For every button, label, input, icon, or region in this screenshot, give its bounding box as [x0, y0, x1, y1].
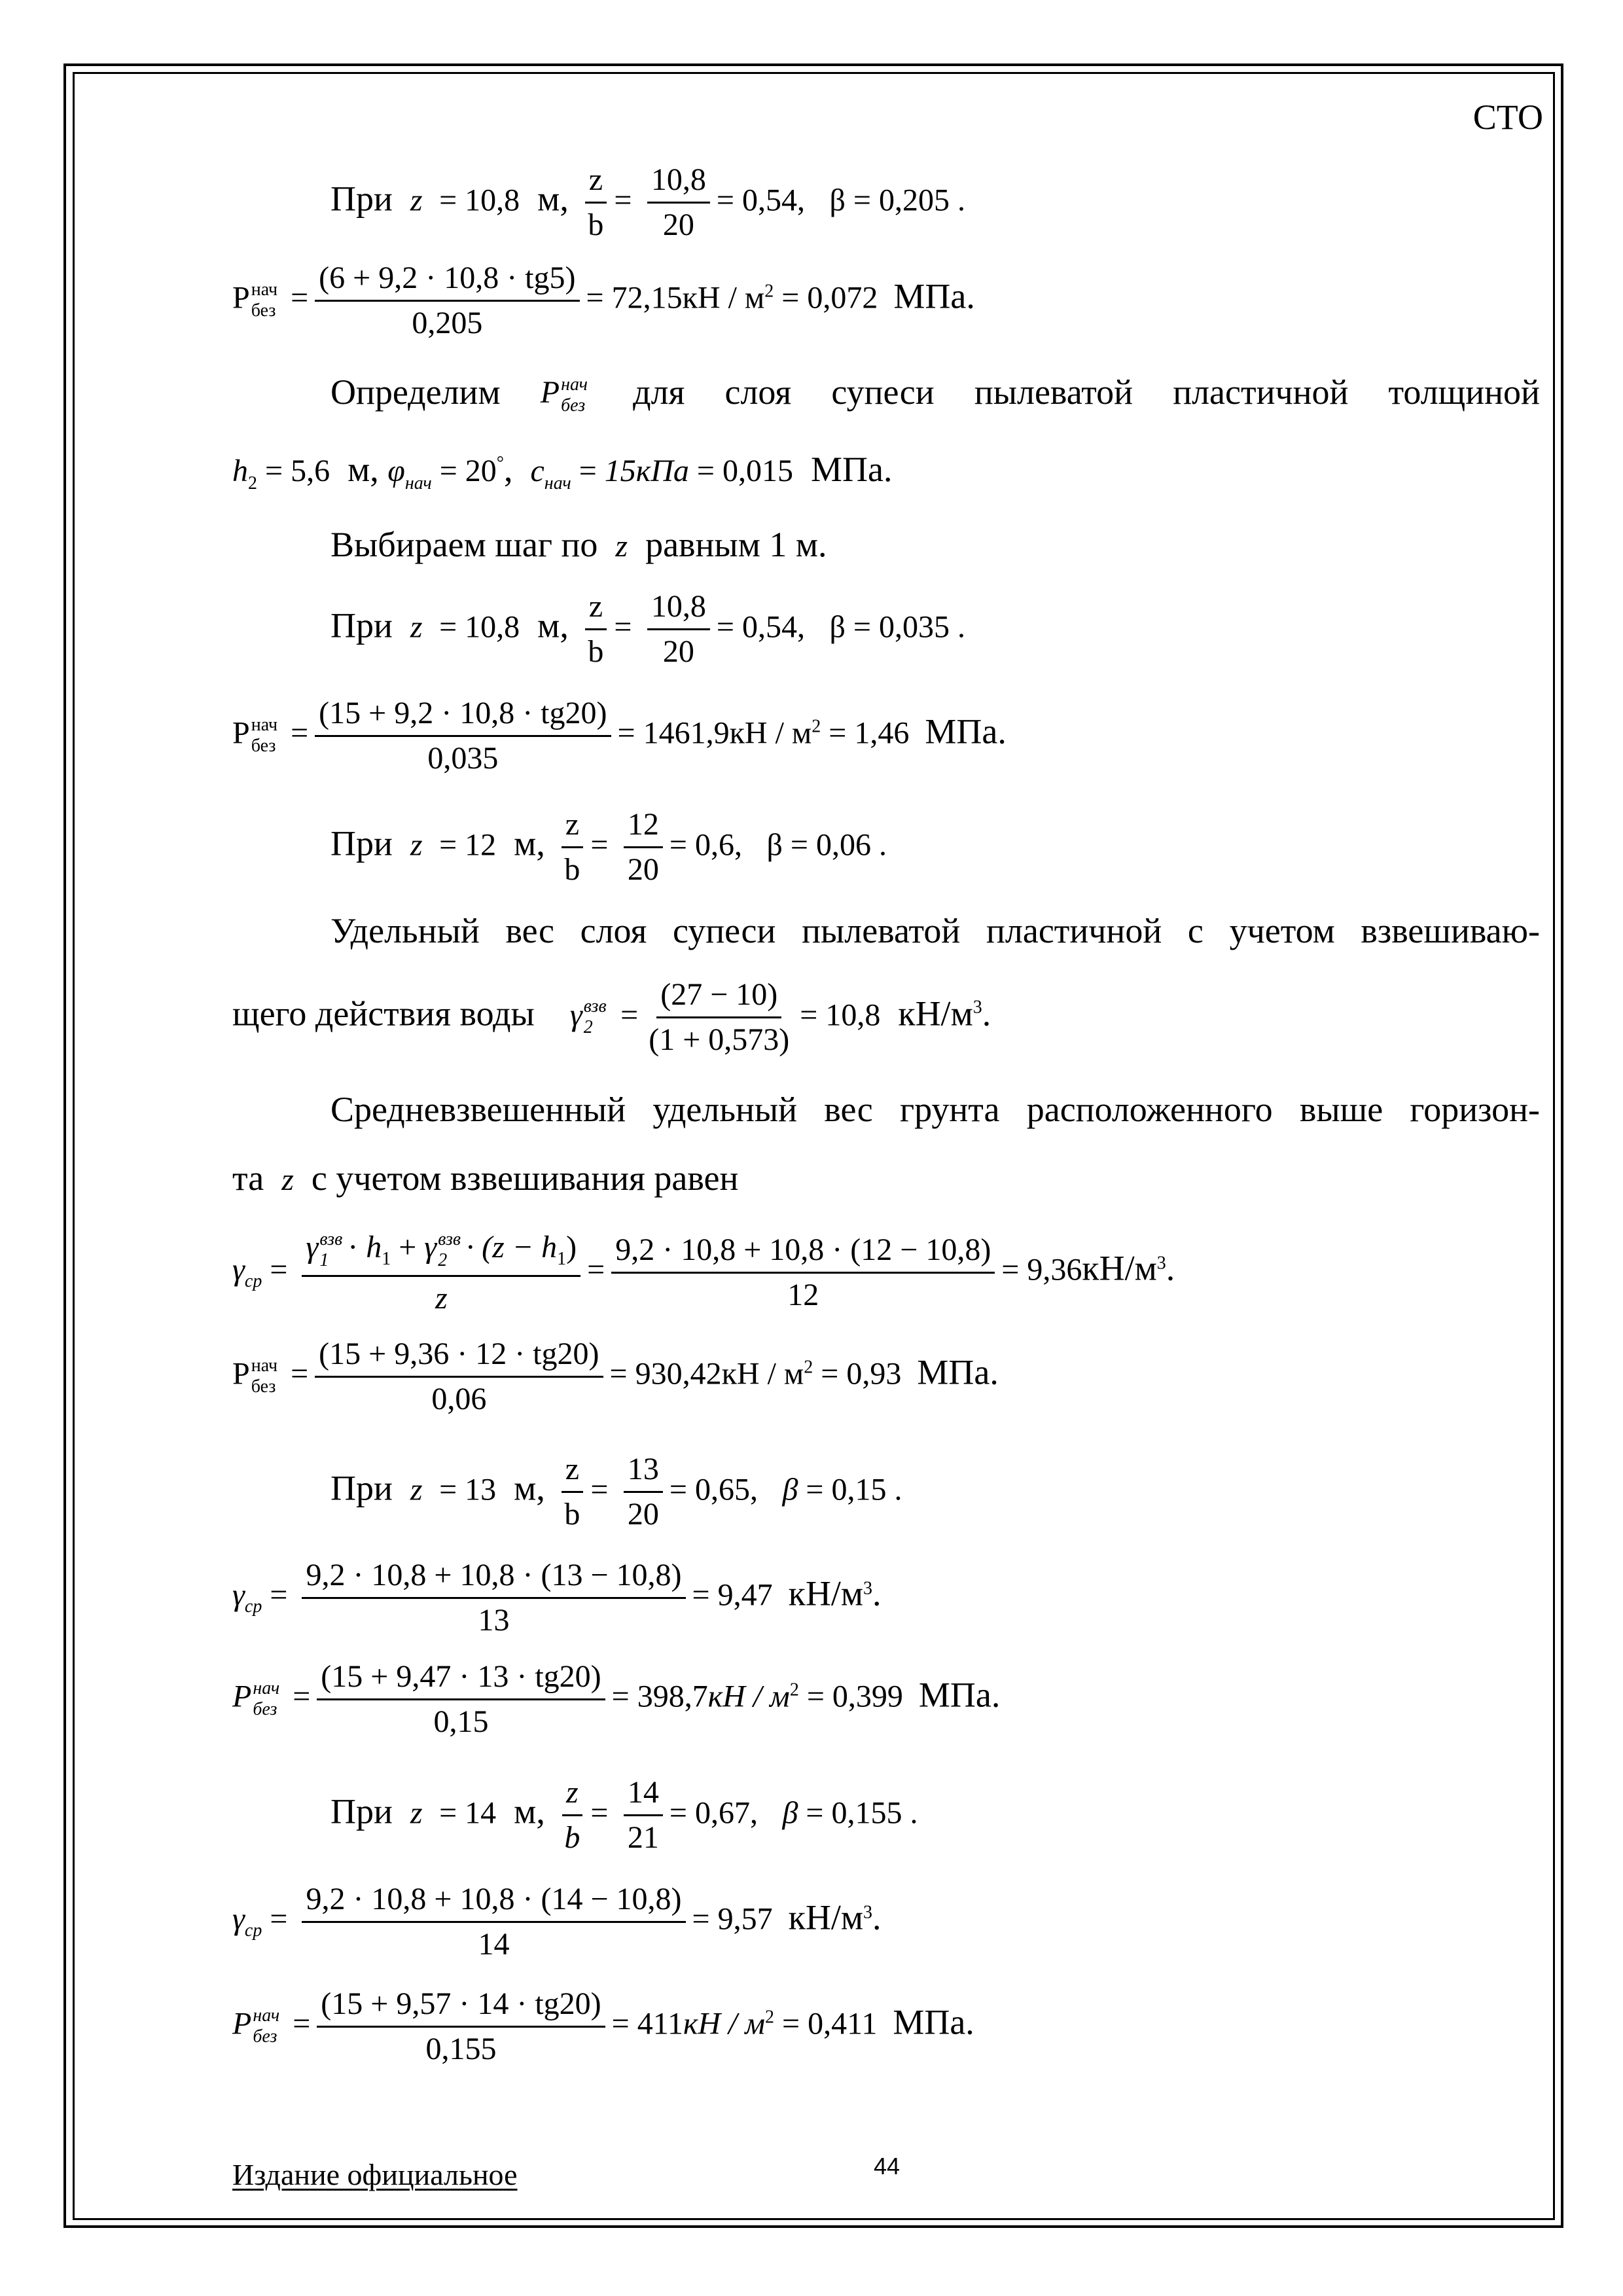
- math-token: без: [253, 2026, 277, 2047]
- math-token: пылеватой: [974, 372, 1133, 412]
- math-token: Средневзвешенный: [330, 1090, 626, 1129]
- math-token: 0,15: [831, 1472, 887, 1507]
- math-token: · (z − h: [466, 1230, 558, 1265]
- math-token: 2: [765, 2007, 775, 2028]
- condition-line: При z = 13 м, $\frac{z}{b}$ = $\frac{13}{20}$ = 0,65, β = 0,15 .: [330, 1452, 902, 1532]
- math-token: ,: [734, 827, 742, 863]
- math-token: 2: [804, 1357, 813, 1378]
- math-token: кН/м: [898, 994, 973, 1033]
- math-token: β: [782, 1472, 798, 1507]
- math-token: 14: [624, 1775, 663, 1816]
- math-token: h: [232, 454, 248, 488]
- math-token: взв: [319, 1229, 343, 1249]
- math-token: пылеватой: [802, 911, 961, 950]
- math-token: без: [561, 395, 586, 416]
- math-token: (15 + 9,36 · 12 · tg20): [315, 1336, 603, 1378]
- footer-edition: Издание официальное: [232, 2158, 518, 2191]
- math-token: ,: [750, 1795, 758, 1831]
- math-token: кН / м: [707, 1679, 790, 1714]
- math-token: кН/м: [788, 1897, 864, 1937]
- math-token: 930,42: [635, 1356, 722, 1391]
- math-token: с: [1187, 911, 1204, 950]
- parameters-line: $h_2 = 5,6$ м, $\varphi_{нач} = 20^\circ$, $c_{нач} = 15кПа = 0,015$ МПа.: [232, 450, 893, 493]
- math-token: z: [615, 529, 628, 564]
- math-token: γ: [424, 1230, 437, 1265]
- math-token: P: [540, 375, 560, 410]
- math-token: 2: [764, 281, 774, 302]
- math-token: z: [410, 827, 423, 863]
- math-token: учетом: [1229, 911, 1335, 950]
- math-token: 0,15: [433, 1704, 489, 1739]
- math-token: 9,36: [1027, 1252, 1082, 1287]
- math-token: МПа.: [925, 711, 1007, 751]
- math-token: β: [829, 609, 846, 645]
- math-token: м,: [537, 605, 569, 645]
- math-token: 1,46: [854, 715, 910, 751]
- math-token: 21: [627, 1820, 659, 1855]
- page-number: 44: [874, 2153, 901, 2179]
- math-token: 0,411: [808, 2006, 878, 2041]
- math-token: φ: [387, 454, 405, 488]
- math-token: (15 + 9,57 · 14 · tg20): [317, 1986, 605, 2028]
- math-token: 20: [662, 207, 694, 242]
- math-token: 1: [382, 1248, 391, 1269]
- math-token: 2: [583, 1017, 593, 1038]
- header-code: СТО: [1472, 98, 1543, 137]
- math-token: м,: [514, 1468, 545, 1508]
- math-token: z: [562, 807, 583, 848]
- math-token: м,: [514, 1791, 545, 1831]
- math-token: вес: [824, 1090, 873, 1129]
- math-token: нач: [253, 2005, 280, 2026]
- math-token: 9,2 · 10,8 + 10,8 · (12 − 10,8): [611, 1232, 995, 1274]
- math-token: вес: [505, 911, 554, 950]
- math-token: 20: [627, 1496, 659, 1532]
- math-token: (6 + 9,2 · 10,8 · tg5): [315, 260, 579, 302]
- math-token: 0,072: [807, 280, 878, 315]
- math-token: ср: [244, 1920, 262, 1941]
- math-token: 0,399: [832, 1679, 903, 1714]
- math-token: .: [872, 1897, 882, 1937]
- math-token: P: [232, 2006, 252, 2041]
- math-token: P: [232, 1679, 252, 1714]
- math-token: 13: [624, 1452, 663, 1493]
- math-token: супеси: [673, 911, 776, 950]
- math-token: щего действия воды: [232, 994, 535, 1033]
- math-token: ,: [797, 609, 805, 645]
- math-token: 0,015: [722, 454, 793, 488]
- math-token: нач: [253, 1678, 280, 1699]
- math-token: 5,6: [291, 454, 330, 488]
- math-token: кН / м: [682, 280, 765, 315]
- math-token: При: [330, 605, 393, 645]
- math-token: 0,155: [425, 2031, 497, 2066]
- math-token: 10,8: [825, 997, 881, 1033]
- pressure-formula: P нач без = $\frac{(15 + 9,36 \cdot 12 \cdot tg20)}{0,06}$ = $930,42кН / м^2 = 0,93$ МПа.: [232, 1336, 999, 1416]
- math-token: 1: [557, 1248, 567, 1269]
- math-token: z: [562, 1452, 583, 1493]
- math-token: ,: [750, 1472, 758, 1507]
- math-token: горизон-: [1410, 1090, 1540, 1129]
- math-token: 20: [465, 454, 497, 488]
- math-token: 2: [438, 1250, 448, 1271]
- math-token: 1: [319, 1250, 329, 1271]
- math-token: МПа.: [918, 1675, 1001, 1715]
- math-token: 12: [624, 807, 663, 848]
- math-token: z: [585, 162, 607, 204]
- math-token: та: [232, 1158, 264, 1198]
- fraction-z-over-b: [584, 162, 607, 243]
- math-token: 20: [627, 852, 659, 887]
- math-token: 411: [637, 2006, 683, 2041]
- math-token: взв: [583, 996, 607, 1017]
- math-token: нач: [251, 1355, 278, 1376]
- math-token: z: [410, 183, 423, 218]
- math-token: МПа.: [810, 450, 893, 489]
- math-token: 10,8: [465, 183, 520, 218]
- math-token: z: [435, 1281, 448, 1316]
- math-token: МПа.: [893, 2002, 974, 2042]
- math-token: °: [496, 453, 504, 473]
- math-token: слоя: [724, 372, 792, 412]
- math-token: 15кПа: [604, 454, 689, 488]
- math-token: кН/м: [788, 1573, 864, 1613]
- math-token: (1 + 0,573): [649, 1022, 790, 1057]
- math-token: b: [588, 634, 604, 669]
- math-token: Определим: [330, 372, 501, 412]
- math-token: нач: [561, 374, 588, 395]
- math-token: кН / м: [721, 1356, 804, 1391]
- math-token: β: [829, 183, 846, 218]
- step-line: [330, 527, 827, 562]
- math-token: супеси: [831, 372, 935, 412]
- math-token: м,: [348, 450, 379, 489]
- math-token: 0,54: [742, 183, 797, 218]
- math-token: .: [1166, 1248, 1175, 1288]
- math-token: взвешиваю-: [1361, 911, 1540, 950]
- math-token: b: [588, 207, 604, 242]
- math-token: 3: [1156, 1253, 1166, 1274]
- math-token: расположенного: [1026, 1090, 1273, 1129]
- average-unit-weight-formula: $\gamma_{ср}$ = γ взв 1 · $h_1 + \gamma$ взв 2 · $(z - h_1)$ z = $\frac{9,2 \cdot 10,8 + 10,8 \cdot (12 - 10,8)}{12}$ = $9,36кН/м^3$.: [232, 1229, 1175, 1316]
- paragraph-line: [232, 1160, 738, 1196]
- math-token: Удельный: [330, 911, 480, 950]
- pressure-formula: P нач без = $\frac{(15 + 9,47 \cdot 13 \cdot tg20)}{0,15}$ = $398,7кН / м^2 = 0,399$ МПа.: [232, 1659, 1001, 1739]
- math-token: 20: [662, 634, 694, 669]
- math-token: выше: [1299, 1090, 1383, 1129]
- math-token: β: [782, 1795, 798, 1831]
- math-token: кН / м: [683, 2006, 766, 2041]
- pressure-formula: P нач без = $\frac{(15 + 9,2 \cdot 10,8 \cdot tg20)}{0,035}$ = $1461,9кН / м^2 = 1,46$ МПа.: [232, 696, 1007, 776]
- math-token: кН/м: [1082, 1248, 1157, 1288]
- math-token: ,: [797, 183, 805, 218]
- math-token: 2: [248, 473, 257, 493]
- paragraph-line: [330, 1092, 1540, 1127]
- math-token: кН / м: [729, 715, 812, 751]
- math-token: 0,035: [427, 740, 499, 776]
- pressure-formula: P нач без = $\frac{(15 + 9,57 \cdot 14 \cdot tg20)}{0,155}$ = $411кН / м^2 = 0,411$ МПа.: [232, 1986, 974, 2066]
- paragraph-line: [330, 374, 1540, 416]
- math-token: 0,205: [879, 183, 950, 218]
- math-token: При: [330, 1791, 393, 1831]
- pressure-formula: P нач без = $\frac{(6 + 9,2 \cdot 10,8 \cdot tg5)}{0,205}$ = $72,15кН / м^2 = 0,072$ МПа.: [232, 260, 975, 340]
- math-token: 9,57: [717, 1901, 773, 1937]
- math-token: ср: [244, 1596, 262, 1617]
- math-token: c: [530, 454, 544, 488]
- math-token: (15 + 9,47 · 13 · tg20): [317, 1659, 605, 1700]
- math-token: γ: [232, 1252, 245, 1287]
- math-token: пластичной: [1173, 372, 1349, 412]
- paragraph-line: [330, 913, 1540, 948]
- math-token: грунта: [899, 1090, 1000, 1129]
- math-token: м,: [514, 823, 545, 863]
- math-token: 14: [478, 1926, 510, 1962]
- math-token: нач: [251, 715, 278, 736]
- math-token: равным 1 м.: [645, 525, 827, 564]
- average-unit-weight-formula: $\gamma_{ср}$ = $\frac{9,2 \cdot 10,8 + 10,8 \cdot (14 - 10,8)}{14}$ = 9,57 $кН/м^3$.: [232, 1882, 882, 1962]
- math-token: b: [564, 1496, 580, 1532]
- math-token: 3: [863, 1578, 873, 1599]
- math-token: 0,54: [742, 609, 797, 645]
- math-token: 13: [478, 1602, 510, 1638]
- math-token: 0,035: [879, 609, 950, 645]
- math-token: 9,2 · 10,8 + 10,8 · (13 − 10,8): [302, 1558, 685, 1599]
- math-token: P: [232, 280, 250, 315]
- math-token: 0,06: [816, 827, 871, 863]
- math-token: без: [251, 736, 276, 757]
- math-token: без: [251, 1376, 276, 1397]
- math-token: МПа.: [917, 1352, 999, 1392]
- condition-line: При z = 10,8 м, $\frac{z}{b}$ = $\frac{10,8}{20}$ = 0,54, β = 0,205 .: [330, 162, 965, 242]
- math-token: β: [766, 827, 783, 863]
- math-token: без: [251, 300, 276, 321]
- math-token: γ: [569, 997, 582, 1033]
- math-token: с учетом взвешивания равен: [311, 1158, 739, 1198]
- condition-line: При z = 10,8 м, $\frac{z}{b}$ = $\frac{10,8}{20}$ = 0,54, β = 0,035 .: [330, 589, 965, 669]
- math-token: z: [562, 1775, 582, 1816]
- math-token: b: [564, 852, 580, 887]
- math-token: При: [330, 1468, 393, 1508]
- math-token: z: [410, 1472, 423, 1507]
- condition-line: При z = 12 м, $\frac{z}{b}$ = $\frac{12}{20}$ = 0,6, β = 0,06 .: [330, 807, 887, 887]
- math-token: 0,155: [831, 1795, 902, 1831]
- math-token: толщиной: [1388, 372, 1540, 412]
- math-token: 10,8: [647, 589, 710, 630]
- math-token: 2: [812, 716, 821, 737]
- math-token: 13: [465, 1472, 497, 1507]
- unit-weight-line: щего действия воды γ взв 2 = $\frac{(27 - 10)}{(1 + 0,573)}$ = 10,8 $кН/м^3$.: [232, 977, 991, 1057]
- math-token: 3: [972, 997, 982, 1018]
- math-token: h: [366, 1230, 382, 1265]
- math-token: без: [253, 1699, 277, 1720]
- math-token: м,: [537, 179, 569, 219]
- math-token: 12: [465, 827, 497, 863]
- math-token: При: [330, 179, 393, 219]
- math-token: (27 − 10): [656, 977, 781, 1018]
- math-token: удельный: [652, 1090, 798, 1129]
- math-token: слоя: [580, 911, 647, 950]
- average-unit-weight-formula: $\gamma_{ср}$ = $\frac{9,2 \cdot 10,8 + 10,8 \cdot (13 - 10,8)}{13}$ = 9,47 $кН/м^3$.: [232, 1558, 882, 1638]
- math-token: z: [410, 1795, 423, 1831]
- math-token: 398,7: [637, 1679, 708, 1714]
- math-token: z: [585, 589, 607, 630]
- math-token: взв: [438, 1229, 461, 1249]
- math-token: γ: [306, 1230, 319, 1265]
- fraction-values: [647, 162, 710, 243]
- math-token: 10,8: [647, 162, 710, 204]
- math-token: МПа.: [893, 276, 975, 316]
- math-token: 14: [465, 1795, 497, 1831]
- math-token: 0,205: [412, 305, 483, 340]
- math-token: 0,65: [695, 1472, 750, 1507]
- condition-line: При z = 14 м, $\frac{z}{b}$ = $\frac{14}{21}$ = 0,67, β = 0,155 .: [330, 1775, 918, 1855]
- math-token: z: [410, 609, 423, 645]
- math-token: 72,15: [611, 280, 683, 315]
- math-token: P: [232, 1356, 250, 1391]
- math-token: 3: [863, 1902, 873, 1923]
- math-token: ср: [244, 1271, 262, 1292]
- math-token: нач: [544, 473, 571, 493]
- math-token: 0,93: [846, 1356, 902, 1391]
- math-token: 0,67: [695, 1795, 750, 1831]
- math-token: b: [564, 1820, 580, 1855]
- math-token: 0,6: [695, 827, 734, 863]
- math-token: γ: [232, 1577, 245, 1613]
- math-token: (15 + 9,2 · 10,8 · tg20): [315, 696, 611, 737]
- math-token: z: [281, 1162, 294, 1197]
- math-token: 10,8: [465, 609, 520, 645]
- math-token: γ: [232, 1901, 245, 1937]
- math-token: 2: [789, 1679, 799, 1700]
- math-token: нач: [251, 279, 278, 300]
- math-token: 0,06: [431, 1381, 487, 1416]
- math-token: 9,2 · 10,8 + 10,8 · (14 − 10,8): [302, 1882, 685, 1923]
- math-token: P: [232, 715, 250, 751]
- math-token: для: [633, 372, 685, 412]
- math-token: 12: [787, 1278, 819, 1313]
- math-token: .: [982, 994, 991, 1033]
- math-token: При: [330, 823, 393, 863]
- math-token: .: [872, 1573, 882, 1613]
- math-token: 9,47: [717, 1577, 773, 1613]
- math-token: Выбираем шаг по: [330, 525, 598, 564]
- math-token: нач: [404, 473, 432, 493]
- math-token: 1461,9: [643, 715, 730, 751]
- math-token: пластичной: [986, 911, 1162, 950]
